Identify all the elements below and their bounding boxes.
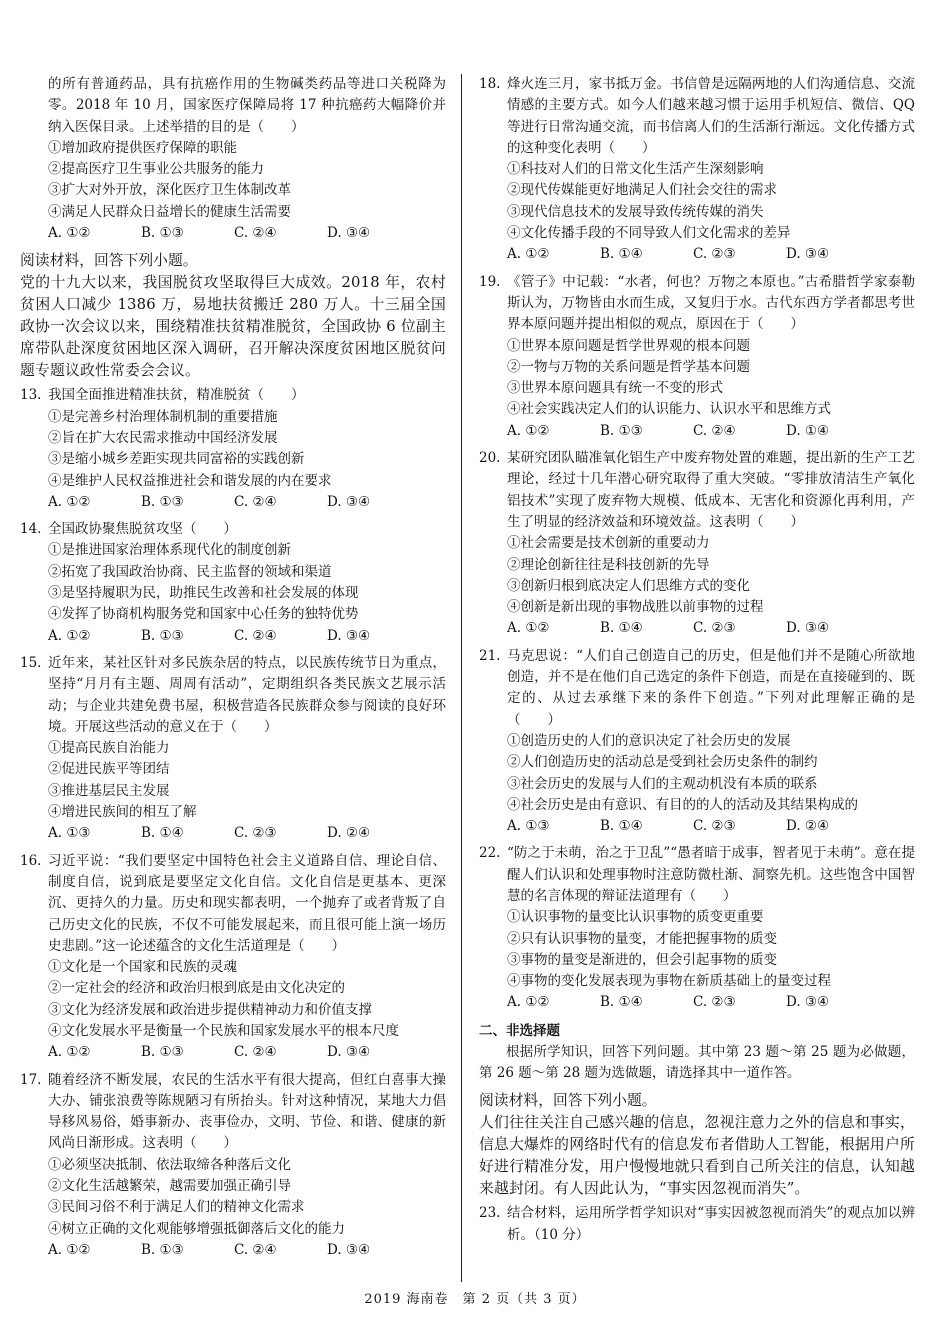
answer-choices (479, 421, 915, 442)
question-stem: “防之于未萌，治之于卫乱”“愚者暗于成事，智者见于未萌”。意在提醒人们认识和处理事物时注意防微杜渐、洞察先机。这些饱含中国智慧的名言体现的辩证法道理有（ ） (507, 845, 915, 904)
question-19 (479, 272, 915, 442)
option-4: ④社会实践决定人们的认识能力、认识水平和思维方式 (507, 401, 831, 418)
option-4: ④是维护人民权益推进社会和谐发展的内在要求 (48, 472, 332, 489)
option-2: ②人们创造历史的活动总是受到社会历史条件的制约 (507, 754, 818, 771)
option-2: ②文化生活越繁荣，越需要加强正确引导 (48, 1178, 291, 1195)
option-1: ①增加政府提供医疗保障的职能 (48, 139, 237, 156)
option-3: ③世界本原问题具有统一不变的形式 (507, 380, 723, 397)
question-number: 16. (20, 852, 42, 869)
choice-d: D. ②④ (327, 825, 371, 842)
choice-d: D. ③④ (786, 994, 830, 1011)
choice-b: B. ①③ (600, 422, 643, 439)
choice-a: A. ①③ (48, 825, 91, 842)
question-stem: 《管子》中记载：“水者，何也？万物之本原也。”古希腊哲学家泰勒斯认为，万物皆由水而生成，又复归于水。古代东西方学者都思考世界本原问题并提出相似的观点，原因在于（ ） (507, 273, 915, 333)
choice-b: B. ①③ (141, 1044, 184, 1061)
left-column (20, 74, 446, 1261)
answer-choices (20, 492, 446, 513)
option-3: ③推进基层民主发展 (48, 782, 170, 799)
choice-b: B. ①④ (600, 994, 643, 1011)
section-title: 二、非选择题 (479, 1022, 560, 1039)
option-1: ①科技对人们的日常文化生活产生深刻影响 (507, 161, 764, 178)
section-instruction: 根据所学知识，回答下列问题。其中第 23 题～第 25 题为必做题，第 26 题～第 28 题为选做题，请选择其中一道作答。 (479, 1043, 915, 1082)
answer-choices (479, 244, 915, 265)
option-4: ④增进民族间的相互了解 (48, 804, 197, 821)
question-number: 22. (479, 845, 501, 862)
question-stem: 结合材料，运用所学哲学知识对“事实因被忽视而消失”的观点加以辨析。（10 分） (507, 1205, 915, 1243)
answer-choices (20, 626, 446, 647)
choice-b: B. ①④ (600, 246, 643, 263)
option-1: ①创造历史的人们的意识决定了社会历史的发展 (507, 732, 791, 749)
option-1: ①文化是一个国家和民族的灵魂 (48, 959, 237, 976)
question-stem: 近年来，某社区针对多民族杂居的特点，以民族传统节日为重点，坚持“月月有主题、周周有活动”，定期组织各类民族文艺展示活动；与企业共建免费书屋，积极营造各民族群众参与阅读的良好环境。开展这些活动的意义在于（ ） (48, 654, 446, 735)
choice-c: C. ②④ (234, 1241, 277, 1258)
choice-a: A. ①② (48, 1241, 91, 1258)
choice-c: C. ②④ (234, 493, 277, 510)
option-2: ②拓宽了我国政治协商、民主监督的领域和渠道 (48, 563, 332, 580)
option-2: ②理论创新往往是科技创新的先导 (507, 556, 710, 573)
option-1: ①提高民族自治能力 (48, 740, 170, 757)
choice-d: D. ②④ (786, 818, 830, 835)
choice-c: C. ②④ (693, 422, 736, 439)
question-stem: 我国全面推进精准扶贫，精准脱贫（ ） (48, 387, 305, 404)
choice-b: B. ①④ (141, 825, 184, 842)
option-2: ②一物与万物的关系问题是哲学基本问题 (507, 358, 750, 375)
choice-a: A. ①② (507, 246, 550, 263)
option-1: ①是完善乡村治理体制机制的重要措施 (48, 408, 278, 425)
question-stem: 某研究团队瞄准氧化铝生产中废弃物处置的难题，提出新的生产工艺理论，经过十几年潜心研究取得了重大突破。“零排放清洁生产氧化铝技术”实现了废弃物大规模、低成本、无害化和资源化再利用，产生了明显的经济效益和环境效益。这表明（ ） (507, 450, 915, 530)
question-number: 19. (479, 273, 501, 290)
question-22 (479, 843, 915, 1013)
question-number: 20. (479, 450, 501, 467)
choice-c: C. ②③ (693, 246, 736, 263)
choice-c: C. ②③ (234, 825, 277, 842)
question-stem: 习近平说：“我们要坚定中国特色社会主义道路自信、理论自信、制度自信，说到底是要坚定文化自信。文化自信是更基本、更深沉、更持久的力量。历史和现实都表明，一个抛弃了或者背叛了自己历史文化的民族，不仅不可能发展起来，而且很可能上演一场历史悲剧。”这一论述蕴含的文化生活道理是（ ） (48, 852, 446, 954)
question-20 (479, 448, 915, 640)
question-stem: 随着经济不断发展，农民的生活水平有很大提高，但红白喜事大操大办、铺张浪费等陈规陋习有所抬头。针对这种情况，某地大力倡导移风易俗，婚事新办、丧事俭办，文明、节俭、和谐、健康的新风尚日渐形成。这表明（ ） (48, 1071, 446, 1152)
question-number: 15. (20, 654, 42, 671)
choice-d: D. ③④ (327, 1241, 371, 1258)
question-18 (479, 74, 915, 266)
question-17 (20, 1070, 446, 1262)
material-text: 党的十九大以来，我国脱贫攻坚取得巨大成效。2018 年，农村贫困人口减少 1386 万，易地扶贫搬迁 280 万人。十三届全国政协一次会议以来，围绕精准扶贫精准脱贫，全国政协 6 位副主席带队赴深度贫困地区深入调研，召开解决深度贫困地区脱贫问题专题议政性常委会会议。 (20, 274, 446, 380)
question-21 (479, 646, 915, 838)
choice-b: B. ①④ (600, 620, 643, 637)
question-number: 13. (20, 387, 42, 404)
choice-c: C. ②③ (693, 994, 736, 1011)
choice-c: C. ②③ (693, 620, 736, 637)
answer-choices (20, 823, 446, 844)
material-heading: 阅读材料，回答下列小题。 (20, 252, 198, 270)
option-4: ④创新是新出现的事物战胜以前事物的过程 (507, 599, 764, 616)
answer-choices (479, 816, 915, 837)
question-stem: 全国政协聚焦脱贫攻坚（ ） (48, 521, 237, 538)
choice-a: A. ①② (48, 493, 91, 510)
answer-choices (20, 1042, 446, 1063)
option-4: ④文化传播手段的不同导致人们文化需求的差异 (507, 225, 791, 242)
choice-a: A. ①② (507, 994, 550, 1011)
option-3: ③扩大对外开放，深化医疗卫生体制改革 (48, 182, 291, 199)
option-1: ①社会需要是技术创新的重要动力 (507, 535, 710, 552)
choice-d: D. ③④ (327, 225, 371, 242)
question-stem: 烽火连三月，家书抵万金。书信曾是远隔两地的人们沟通信息、交流情感的主要方式。如今人们越来越习惯于运用手机短信、微信、QQ 等进行日常沟通交流，而书信离人们的生活渐行渐远。文化传播方式的这种变化表明（ ） (507, 76, 915, 156)
option-4: ④文化发展水平是衡量一个民族和国家发展水平的根本尺度 (48, 1022, 399, 1039)
question-15 (20, 653, 446, 845)
right-column (479, 74, 915, 1246)
page-footer: 2019 海南卷 第 2 页（共 3 页） (364, 1292, 586, 1307)
question-23 (479, 1203, 915, 1246)
option-1: ①认识事物的量变比认识事物的质变更重要 (507, 909, 764, 926)
question-number: 14. (20, 521, 42, 538)
option-4: ④事物的变化发展表现为事物在新质基础上的量变过程 (507, 973, 831, 990)
choice-c: C. ②③ (693, 818, 736, 835)
choice-b: B. ①③ (141, 493, 184, 510)
option-1: ①是推进国家治理体系现代化的制度创新 (48, 542, 291, 559)
material-heading: 阅读材料，回答下列小题。 (479, 1092, 657, 1110)
choice-d: D. ③④ (327, 493, 371, 510)
choice-d: D. ①④ (786, 422, 830, 439)
choice-c: C. ②④ (234, 627, 277, 644)
choice-a: A. ①② (48, 627, 91, 644)
option-3: ③是缩小城乡差距实现共同富裕的实践创新 (48, 451, 305, 468)
option-1: ①世界本原问题是哲学世界观的根本问题 (507, 337, 750, 354)
choice-d: D. ③④ (327, 1044, 371, 1061)
question-number: 17. (20, 1071, 42, 1088)
option-3: ③创新归根到底决定人们思维方式的变化 (507, 577, 750, 594)
option-4: ④社会历史是由有意识、有目的的人的活动及其结果构成的 (507, 796, 858, 813)
choice-a: A. ①② (507, 422, 550, 439)
choice-a: A. ①② (48, 1044, 91, 1061)
answer-choices (20, 223, 446, 244)
choice-d: D. ③④ (786, 246, 830, 263)
choice-a: A. ①③ (507, 818, 550, 835)
choice-b: B. ①④ (600, 818, 643, 835)
choice-c: C. ②④ (234, 1044, 277, 1061)
choice-d: D. ③④ (327, 627, 371, 644)
choice-d: D. ③④ (786, 620, 830, 637)
option-2: ②现代传媒能更好地满足人们社会交往的需求 (507, 182, 777, 199)
option-4: ④满足人民群众日益增长的健康生活需要 (48, 203, 291, 220)
question-12-continued (20, 74, 446, 244)
option-4: ④树立正确的文化观能够增强抵御落后文化的能力 (48, 1220, 345, 1237)
option-2: ②提高医疗卫生事业公共服务的能力 (48, 161, 264, 178)
choice-a: A. ①② (48, 225, 91, 242)
option-2: ②一定社会的经济和政治归根到底是由文化决定的 (48, 980, 345, 997)
question-13 (20, 385, 446, 513)
choice-c: C. ②④ (234, 225, 277, 242)
choice-a: A. ①② (507, 620, 550, 637)
answer-choices (479, 618, 915, 639)
question-number: 23. (479, 1205, 501, 1222)
question-number: 21. (479, 647, 501, 664)
option-2: ②促进民族平等团结 (48, 761, 170, 778)
option-3: ③事物的量变是渐进的，但会引起事物的质变 (507, 951, 777, 968)
option-2: ②只有认识事物的量变，才能把握事物的质变 (507, 930, 777, 947)
option-3: ③现代信息技术的发展导致传统传媒的消失 (507, 203, 764, 220)
question-stem: 马克思说：“人们自己创造自己的历史，但是他们并不是随心所欲地创造，并不是在他们自己选定的条件下创造，而是在直接碰到的、既定的、从过去承继下来的条件下创造。”下列对此理解正确的是（ ） (507, 647, 915, 728)
question-number: 18. (479, 76, 501, 92)
question-16 (20, 851, 446, 1064)
choice-b: B. ①③ (141, 627, 184, 644)
option-4: ④发挥了协商机构服务党和国家中心任务的独特优势 (48, 606, 359, 623)
column-divider (461, 74, 462, 1282)
option-2: ②旨在扩大农民需求推动中国经济发展 (48, 429, 278, 446)
option-3: ③文化为经济发展和政治进步提供精神动力和价值支撑 (48, 1001, 372, 1018)
option-3: ③是坚持履职为民，助推民生改善和社会发展的体现 (48, 585, 359, 602)
answer-choices (20, 1240, 446, 1261)
question-14 (20, 519, 446, 647)
choice-b: B. ①③ (141, 225, 184, 242)
option-1: ①必须坚决抵制、依法取缔各种落后文化 (48, 1156, 291, 1173)
answer-choices (479, 992, 915, 1013)
choice-b: B. ①③ (141, 1241, 184, 1258)
option-3: ③民间习俗不利于满足人们的精神文化需求 (48, 1199, 305, 1216)
material-text: 人们往往关注自己感兴趣的信息，忽视注意力之外的信息和事实，信息大爆炸的网络时代有的信息发布者借助人工智能，根据用户所好进行精准分发，用户慢慢地就只看到自己所关注的信息，认知越来越封闭。有人因此认为，“事实因忽视而消失”。 (479, 1114, 915, 1198)
option-3: ③社会历史的发展与人们的主观动机没有本质的联系 (507, 775, 818, 792)
question-stem: 的所有普通药品，具有抗癌作用的生物碱类药品等进口关税降为零。2018 年 10 月，国家医疗保障局将 17 种抗癌药大幅降价并纳入医保目录。上述举措的目的是（ ） (48, 76, 446, 135)
